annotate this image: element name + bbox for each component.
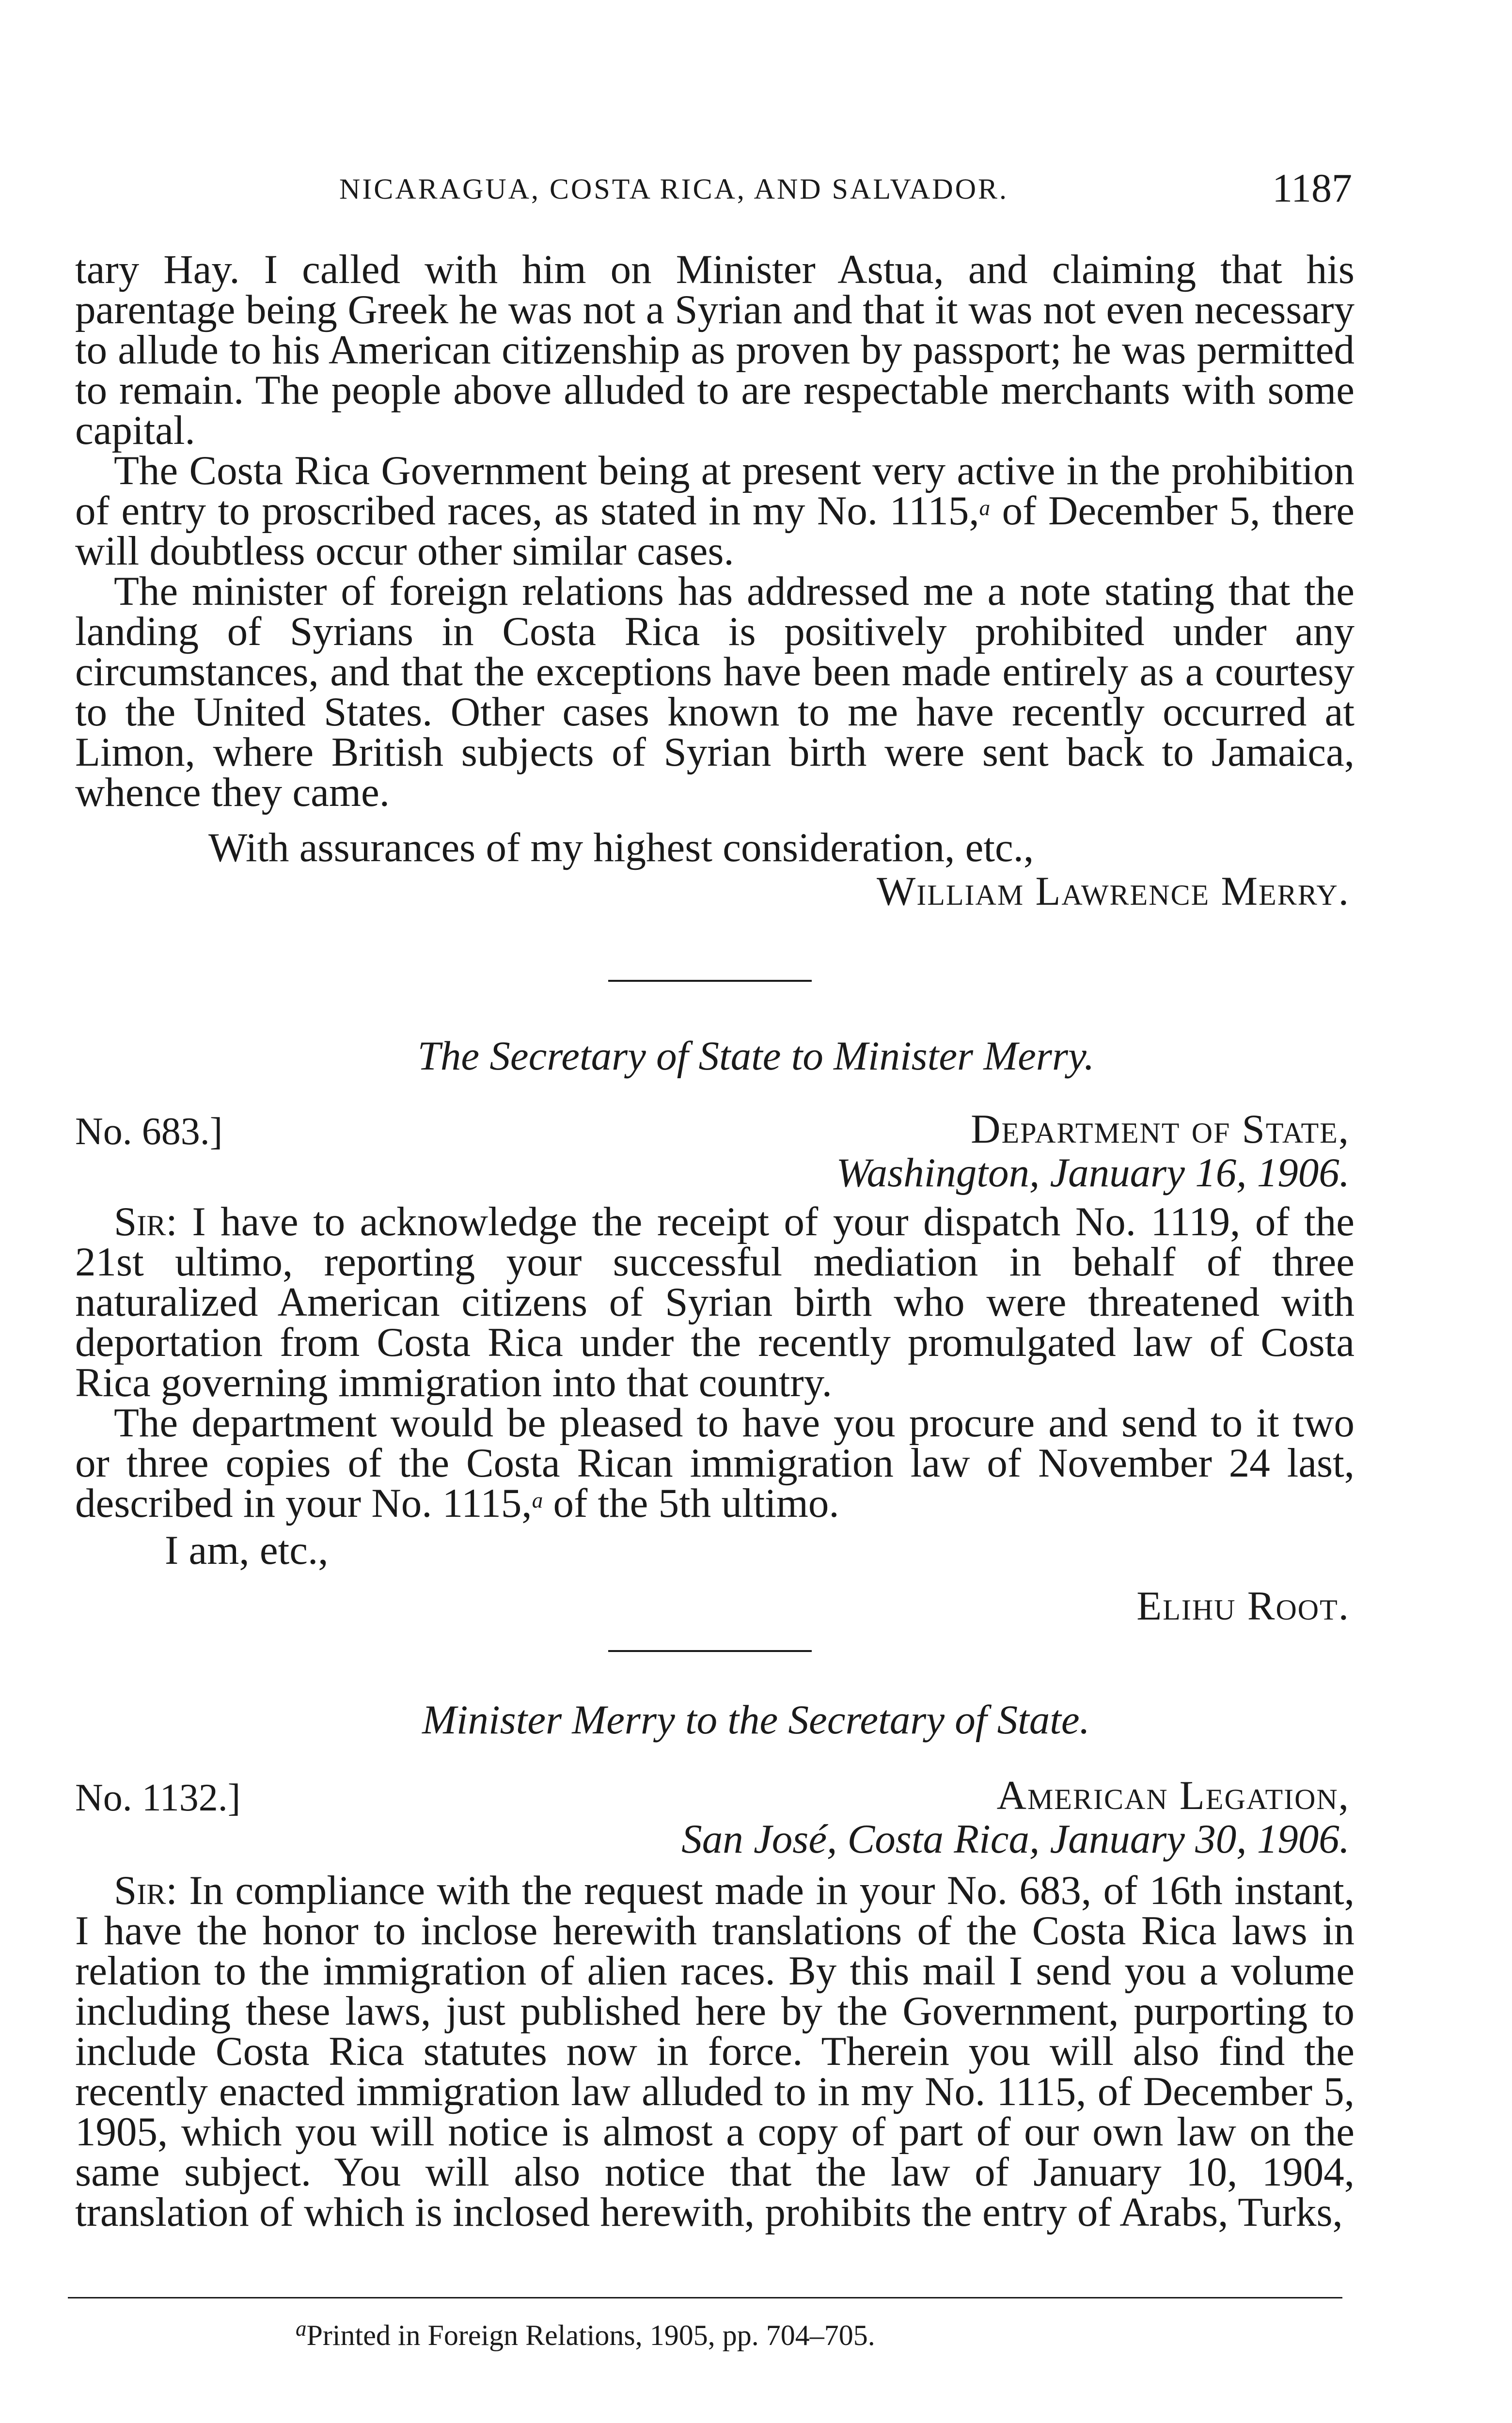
paragraph: The minister of foreign relations has addressed me a note stating that the landing of Syrians in Costa Rica is positively prohibited under any circumstances, and that the exceptions have been made entirely as a courtesy to the United States. Other cases known to me have recently occurred at Limon, where British subjects of Syrian birth were sent back to Jamaica, whence they came. [75,568,1354,815]
salutation: Sir [114,1199,166,1244]
paragraph-text: : In compliance with the request made in your No. 683, of 16th instant, I have the honor to inclose herewith translations of the Costa Rica laws in relation to the immigration of alien races. By this mail I send you a volume including these laws, just published here by the Government, purporting to include Costa Rica statutes now in force. Therein you will also find the recently enacted immigration law alluded to in my No. 1115, of December 5, 1905, which you will notice is almost a copy of part of our own law on the same subject. You will also notice that the law of January 10, 1904, translation of which is inclosed herewith, prohibits the entry of Arabs, Turks, [75,1868,1354,2235]
letter2-body [75,1199,1354,1526]
footnote-marker: a [532,1488,543,1512]
letter-heading: The Secretary of State to Minister Merry. [417,1033,1095,1079]
paragraph [75,448,1354,574]
paragraph-text: : I have to acknowledge the receipt of your dispatch No. 1119, of the 21st ultimo, reporting your successful mediation in behalf of three naturalized American citizens of Syrian birth who were threatened with deportation from Costa Rica under the recently promulgated law of Costa Rica governing immigration into that country. [75,1199,1354,1405]
letter1-body [75,247,1354,815]
footnote-divider [68,2297,1342,2298]
paragraph [75,1400,1354,1526]
letter-heading: Minister Merry to the Secretary of State. [422,1697,1090,1743]
paragraph-text: The Costa Rica Government being at present very active in the prohibition of entry to proscribed races, as stated in my No. 1115, [75,448,1354,534]
section-divider [608,1650,812,1652]
dateline [836,1107,1350,1195]
closing: I am, etc., [165,1527,329,1573]
closing: With assurances of my highest consideration, etc., [208,825,1034,870]
paragraph-text: of the 5th ultimo. [543,1480,839,1526]
footnote-marker: a [979,496,991,520]
page-number: 1187 [1272,166,1352,211]
document-number: No. 1132.] [75,1777,241,1819]
location-date: Washington, January 16, 1906. [836,1150,1350,1196]
section-divider [608,980,812,982]
paragraph [75,1199,1354,1405]
signature: Elihu Root. [1136,1583,1350,1629]
signature: William Lawrence Merry. [877,868,1350,914]
sender-organization: American Legation, [996,1773,1350,1818]
paragraph-text: of December 5, there will doubtless occur other similar cases. [75,488,1354,574]
document-number: No. 683.] [75,1110,223,1153]
sender-organization: Department of State, [971,1106,1350,1152]
footnote-marker: a [296,2316,307,2341]
footnote [296,2316,875,2352]
dateline [681,1774,1350,1861]
running-title: NICARAGUA, COSTA RICA, AND SALVADOR. [339,173,1009,205]
location-date: San José, Costa Rica, January 30, 1906. [681,1816,1350,1862]
paragraph-text: The department would be pleased to have you procure and send to it two or three copies of the Costa Rican immigration law of November 24 last, described in your No. 1115, [75,1400,1354,1526]
paragraph: tary Hay. I called with him on Minister Astua, and claiming that his parentage being Greek he was not a Syrian and that it was not even necessary to allude to his American citizenship as proven by passport; he was permitted to remain. The people above alluded to are respectable merchants with some capital. [75,247,1354,453]
paragraph [75,1868,1354,2235]
footnote-text: Printed in Foreign Relations, 1905, pp. 704–705. [306,2319,875,2351]
salutation: Sir [114,1868,166,1913]
letter3-body [75,1868,1354,2235]
